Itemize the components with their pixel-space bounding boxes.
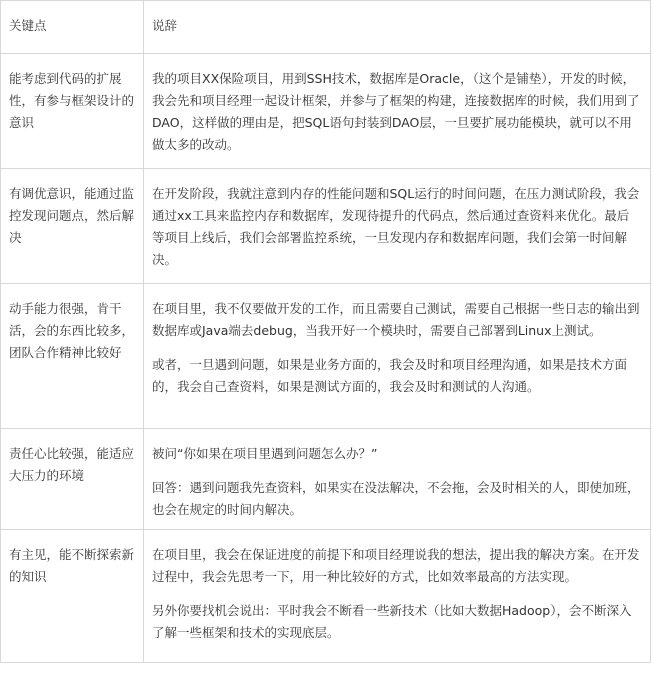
talking-point-cell — [144, 429, 651, 530]
talking-point-paragraph: 我的项目XX保险项目，用到SSH技术，数据库是Oracle，（这个是铺垫），开发的时候，我会先和项目经理一起设计框架，并参与了框架的构建，连接数据库的时候，我们用到了DAO，这样做的理由是，把SQL语句封装到DAO层，一旦要扩展功能模块，就可以不用做太多的改动。 — [152, 71, 640, 152]
key-point-cell: 能考虑到代码的扩展性，有参与框架设计的意识 — [1, 54, 144, 169]
key-point-cell: 动手能力很强，肯干活，会的东西比较多，团队合作精神比较好 — [1, 284, 144, 429]
table-row — [1, 530, 651, 663]
talking-point-paragraph: 在项目里，我不仅要做开发的工作，而且需要自己测试，需要自己根据一些日志的输出到数据库或Java端去debug，当我开好一个模块时，需要自己部署到Linux上测试。 — [152, 301, 640, 338]
header-talking-points: 说辞 — [144, 1, 651, 54]
talking-point-cell — [144, 54, 651, 169]
talking-point-paragraph: 被问“你如果在项目里遇到问题怎么办？” — [152, 446, 378, 461]
talking-point-cell — [144, 284, 651, 429]
talking-point-paragraph: 在项目里，我会在保证进度的前提下和项目经理说我的想法，提出我的解决方案。在开发过程中，我会先思考一下，用一种比较好的方式，比如效率最高的方法实现。 — [152, 547, 640, 584]
talking-point-paragraph: 回答：遇到问题我先查资料，如果实在没法解决，不会拖，会及时相关的人，即使加班，也会在规定的时间内解决。 — [152, 480, 640, 517]
table-header-row — [1, 1, 651, 54]
talking-point-cell — [144, 169, 651, 284]
table-row — [1, 284, 651, 429]
talking-point-paragraph: 在开发阶段，我就注意到内存的性能问题和SQL运行的时间问题，在压力测试阶段，我会通过xx工具来监控内存和数据库，发现待提升的代码点，然后通过查资料来优化。最后等项目上线后，我们会部署监控系统，一旦发现内存和数据库问题，我们会第一时间解决。 — [152, 186, 640, 267]
table-row — [1, 169, 651, 284]
key-point-cell: 有调优意识，能通过监控发现问题点，然后解决 — [1, 169, 144, 284]
table-row — [1, 429, 651, 530]
header-key-point: 关键点 — [1, 1, 144, 54]
talking-point-cell — [144, 530, 651, 663]
key-point-cell: 责任心比较强，能适应大压力的环境 — [1, 429, 144, 530]
talking-point-paragraph: 另外你要找机会说出：平时我会不断看一些新技术（比如大数据Hadoop），会不断深入了解一些框架和技术的实现底层。 — [152, 603, 632, 640]
table-row — [1, 54, 651, 169]
key-point-cell: 有主见，能不断探索新的知识 — [1, 530, 144, 663]
talking-point-paragraph: 或者，一旦遇到问题，如果是业务方面的，我会及时和项目经理沟通，如果是技术方面的，我会自己查资料，如果是测试方面的，我会及时和测试的人沟通。 — [152, 357, 628, 394]
